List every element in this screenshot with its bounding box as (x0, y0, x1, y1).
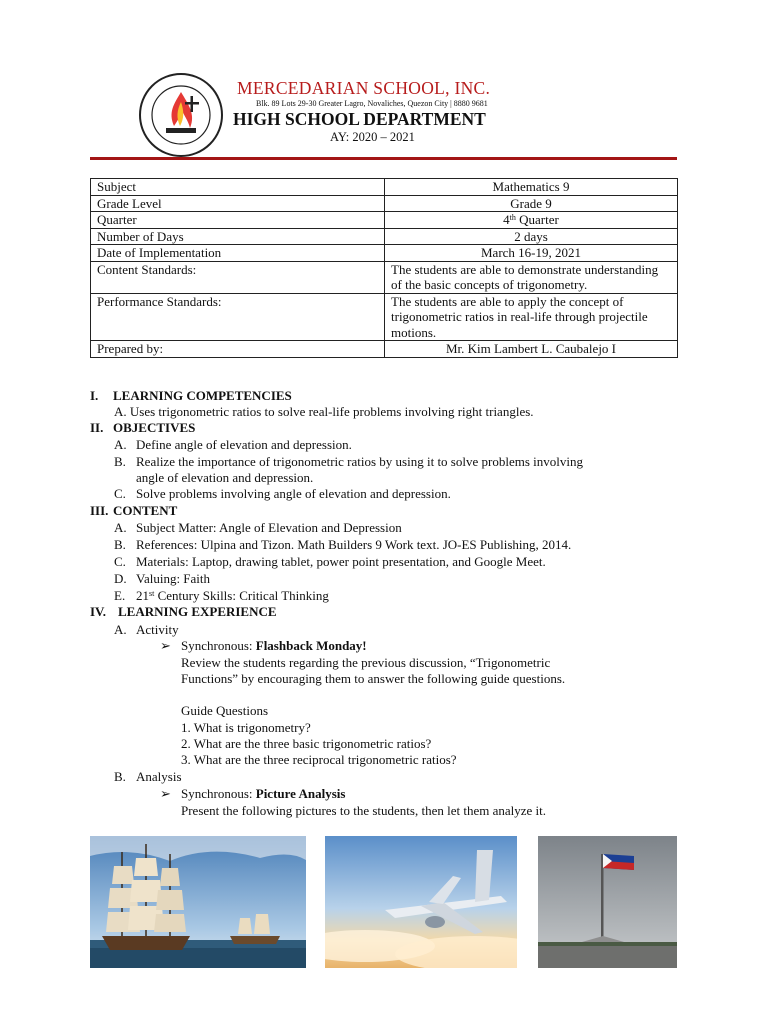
content-item: Valuing: Faith (136, 571, 211, 586)
row-label: Content Standards: (91, 261, 385, 293)
list-marker: C. (114, 554, 126, 569)
school-seal-logo (138, 72, 224, 158)
row-label: Quarter (91, 212, 385, 229)
section-heading: LEARNING EXPERIENCE (118, 604, 277, 619)
row-value: March 16-19, 2021 (385, 245, 678, 262)
list-marker: B. (114, 769, 126, 784)
list-marker: A. (114, 520, 127, 535)
list-marker: C. (114, 486, 126, 501)
academic-year: AY: 2020 – 2021 (330, 130, 415, 144)
analysis-line: Synchronous: Picture Analysis (181, 786, 346, 801)
table-row (91, 245, 678, 262)
subsection-title: Analysis (136, 769, 182, 784)
table-row (91, 212, 678, 229)
row-label: Prepared by: (91, 341, 385, 358)
list-marker: B. (114, 454, 126, 469)
guide-questions-label: Guide Questions (181, 703, 269, 718)
airplane-photo (325, 836, 517, 968)
objective-item: Define angle of elevation and depression. (136, 437, 352, 452)
row-value: 2 days (385, 228, 678, 245)
section-heading: LEARNING COMPETENCIES (113, 388, 292, 403)
list-marker: A. (114, 437, 127, 452)
guide-question: 2. What are the three basic trigonometric ratios? (181, 736, 432, 751)
row-label: Subject (91, 179, 385, 196)
section-number: II. (90, 420, 104, 435)
arrow-bullet-icon: ➢ (160, 786, 171, 801)
table-row (91, 341, 678, 358)
row-value: Mr. Kim Lambert L. Caubalejo I (385, 341, 678, 358)
competency-item: A. Uses trigonometric ratios to solve real-life problems involving right triangles. (114, 404, 534, 419)
row-label: Performance Standards: (91, 293, 385, 341)
subsection-title: Activity (136, 622, 179, 637)
table-row (91, 195, 678, 212)
row-label: Date of Implementation (91, 245, 385, 262)
table-row (91, 261, 678, 293)
row-value: The students are able to apply the concept of trigonometric ratios in real-life through projectile motions. (385, 293, 678, 341)
content-item: Materials: Laptop, drawing tablet, power point presentation, and Google Meet. (136, 554, 546, 569)
activity-line: Synchronous: Flashback Monday! (181, 638, 367, 653)
row-value: Mathematics 9 (385, 179, 678, 196)
section-heading: OBJECTIVES (113, 420, 196, 435)
row-value: 4th Quarter (385, 212, 678, 229)
content-item: Subject Matter: Angle of Elevation and Depression (136, 520, 402, 535)
activity-paragraph: Review the students regarding the previous discussion, “Trigonometric (181, 655, 551, 670)
list-marker: A. (114, 622, 127, 637)
table-row (91, 293, 678, 341)
guide-question: 1. What is trigonometry? (181, 720, 311, 735)
school-address: Blk. 89 Lots 29-30 Greater Lagro, Novaliches, Quezon City | 8880 9681 (256, 99, 488, 108)
row-value: Grade 9 (385, 195, 678, 212)
department-title: HIGH SCHOOL DEPARTMENT (233, 109, 486, 129)
list-marker: B. (114, 537, 126, 552)
section-number: I. (90, 388, 99, 403)
section-number: IV. (90, 604, 107, 619)
header-divider (90, 157, 677, 160)
objective-item: Solve problems involving angle of elevation and depression. (136, 486, 451, 501)
content-item: References: Ulpina and Tizon. Math Builders 9 Work text. JO-ES Publishing, 2014. (136, 537, 572, 552)
section-number: III. (90, 503, 109, 518)
list-marker: E. (114, 588, 126, 603)
list-marker: D. (114, 571, 127, 586)
row-label: Number of Days (91, 228, 385, 245)
row-value: The students are able to demonstrate understanding of the basic concepts of trigonometry. (385, 261, 678, 293)
table-row (91, 228, 678, 245)
sailing-ship-photo (90, 836, 306, 968)
objective-item-continued: angle of elevation and depression. (136, 470, 314, 485)
content-item: 21st Century Skills: Critical Thinking (136, 588, 329, 603)
lesson-info-table (90, 178, 678, 358)
section-heading: CONTENT (113, 503, 178, 518)
analysis-paragraph: Present the following pictures to the students, then let them analyze it. (181, 803, 546, 818)
activity-paragraph: Functions” by encouraging them to answer the following guide questions. (181, 671, 566, 686)
flagpole-photo (538, 836, 677, 968)
guide-question: 3. What are the three reciprocal trigonometric ratios? (181, 752, 457, 767)
arrow-bullet-icon: ➢ (160, 638, 171, 653)
objective-item: Realize the importance of trigonometric ratios by using it to solve problems involving (136, 454, 583, 469)
table-row (91, 179, 678, 196)
school-name: MERCEDARIAN SCHOOL, INC. (237, 78, 491, 98)
row-label: Grade Level (91, 195, 385, 212)
